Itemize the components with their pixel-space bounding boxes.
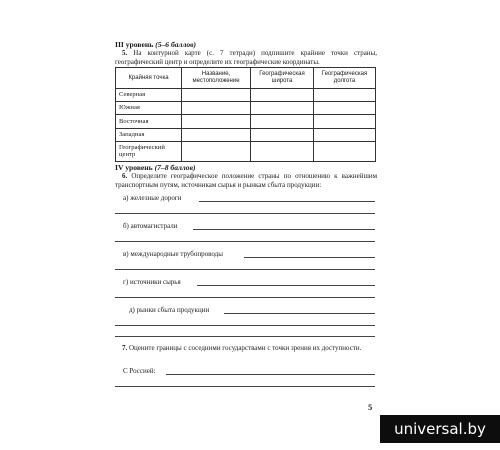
answer-line[interactable]: [197, 285, 375, 286]
row-label-south: Южная: [116, 102, 182, 115]
cell-input[interactable]: [314, 89, 376, 102]
level3-points: (5–6 баллов): [155, 40, 197, 49]
row-label-east: Восточная: [116, 115, 182, 128]
level4-title: IV уровень: [115, 163, 153, 172]
cell-input[interactable]: [251, 102, 314, 115]
answer-line[interactable]: [193, 229, 375, 230]
cell-input[interactable]: [251, 128, 314, 141]
cell-input[interactable]: [182, 115, 251, 128]
answer-line[interactable]: [115, 241, 375, 242]
row-label-west: Западная: [116, 128, 182, 141]
cell-input[interactable]: [182, 141, 251, 161]
watermark-badge: universal.by: [380, 415, 500, 443]
table-row: [116, 89, 376, 102]
table-row: [116, 128, 376, 141]
row-label-center: Географический центр: [116, 141, 182, 161]
table-row: [116, 102, 376, 115]
level3-heading: [115, 40, 196, 49]
task5-text: На контурной карте (с. 7 тетради) подпишите крайние точки страны, географический центр и определите их географические координаты.: [115, 49, 378, 67]
answer-line[interactable]: [224, 313, 375, 314]
cell-input[interactable]: [182, 102, 251, 115]
level4-heading: [115, 163, 196, 172]
answer-line[interactable]: [115, 336, 375, 337]
header-name-location: Название, местоположение: [182, 68, 251, 89]
coordinates-table: [115, 67, 376, 162]
level3-title: III уровень: [115, 40, 154, 49]
answer-line[interactable]: [199, 201, 375, 202]
level4-points: (7–8 баллов): [154, 163, 196, 172]
answer-line[interactable]: [115, 325, 375, 326]
header-longitude: Географическая долгота: [314, 68, 376, 89]
cell-input[interactable]: [314, 102, 376, 115]
cell-input[interactable]: [314, 115, 376, 128]
russia-label: С Россией:: [123, 367, 156, 375]
answer-line[interactable]: [115, 297, 375, 298]
page-number: 5: [368, 402, 373, 412]
task7-number: 7.: [122, 344, 128, 352]
question-pipelines: в) международные трубопроводы: [123, 250, 223, 258]
answer-line[interactable]: [115, 269, 375, 270]
row-label-north: Северная: [116, 89, 182, 102]
task6-text: Определите географическое положение страны по отношению к важнейшим транспортным путям, источникам сырья и рынкам сбыта продукции:: [115, 172, 378, 190]
header-latitude: Географическая широта: [251, 68, 314, 89]
cell-input[interactable]: [314, 141, 376, 161]
task5-paragraph: [115, 49, 377, 67]
cell-input[interactable]: [251, 141, 314, 161]
cell-input[interactable]: [314, 128, 376, 141]
question-markets: д) рынки сбыта продукции: [129, 306, 210, 314]
header-extreme-point: Крайняя точка: [116, 68, 182, 89]
cell-input[interactable]: [182, 128, 251, 141]
answer-line[interactable]: [244, 257, 375, 258]
question-raw-materials: г) источники сырья: [123, 278, 181, 286]
task5-number: 5.: [122, 49, 128, 57]
cell-input[interactable]: [251, 115, 314, 128]
cell-input[interactable]: [251, 89, 314, 102]
task7-text: Оцените границы с соседними государствами с точки зрения их доступности.: [129, 344, 362, 352]
table-header-row: [116, 68, 376, 89]
table-row: [116, 141, 376, 161]
answer-line[interactable]: [115, 213, 375, 214]
answer-line[interactable]: [115, 386, 375, 387]
question-highways: б) автомагистрали: [123, 222, 178, 230]
cell-input[interactable]: [182, 89, 251, 102]
task6-paragraph: [115, 172, 377, 190]
answer-line[interactable]: [166, 374, 375, 375]
table-row: [116, 115, 376, 128]
task6-number: 6.: [122, 172, 128, 180]
question-railways: а) железные дороги: [123, 194, 182, 202]
task7-paragraph: [115, 344, 377, 353]
